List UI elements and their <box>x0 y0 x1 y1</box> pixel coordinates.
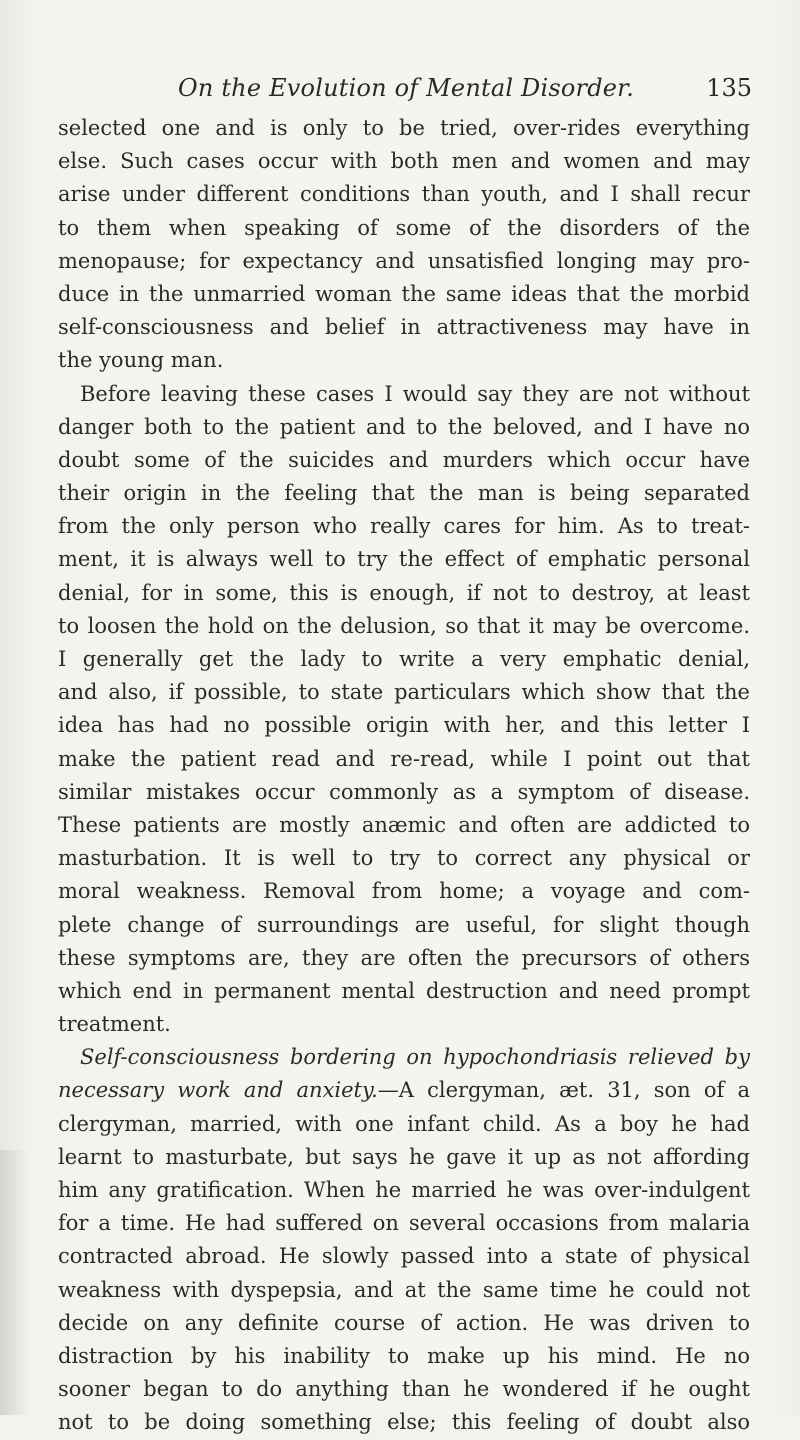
running-head <box>60 74 752 108</box>
text-line: distraction by his inability to make up his mind. He no <box>58 1343 750 1368</box>
text-line: similar mistakes occur commonly as a symptom of disease. <box>58 779 750 804</box>
text-line: ment, it is always well to try the effect of emphatic personal <box>58 547 750 572</box>
case-intro: —A clergyman, æt. 31, son of a <box>377 1078 751 1103</box>
case-heading-line <box>58 1074 750 1107</box>
text-line: make the patient read and re-read, while I point out that <box>58 746 750 771</box>
text-line: sooner began to do anything than he wondered if he ought <box>58 1377 750 1402</box>
case-heading: Self-consciousness bordering on hypochondriasis relieved by <box>80 1045 750 1070</box>
running-title: On the Evolution of Mental Disorder. <box>177 74 635 102</box>
case-heading-end: necessary work and anxiety. <box>58 1078 378 1103</box>
text-line: masturbation. It is well to try to correct any physical or <box>58 846 750 871</box>
binding-shadow <box>0 1150 26 1415</box>
text-line: Before leaving these cases I would say they are not without <box>80 381 750 406</box>
text-line: from the only person who really cares for him. As to treat- <box>58 514 750 539</box>
text-line: doubt some of the suicides and murders which occur have <box>58 447 750 472</box>
text-line: menopause; for expectancy and unsatisfied longing may pro- <box>58 248 750 273</box>
text-line: duce in the unmarried woman the same ideas that the morbid <box>58 281 750 306</box>
text-line: clergyman, married, with one infant child. As a boy he had <box>58 1111 750 1136</box>
body-text <box>58 112 750 1440</box>
text-line: to them when speaking of some of the disorders of the <box>58 215 750 240</box>
text-line: decide on any definite course of action. He was driven to <box>58 1310 750 1335</box>
text-line: weakness with dyspepsia, and at the same time he could not <box>58 1277 750 1302</box>
text-line: for a time. He had suffered on several occasions from malaria <box>58 1211 750 1236</box>
text-line: and also, if possible, to state particulars which show that the <box>58 680 750 705</box>
text-line: idea has had no possible origin with her, and this letter I <box>58 713 750 738</box>
text-line: selected one and is only to be tried, over-rides everything <box>58 116 750 140</box>
text-line: not to be doing something else; this feeling of doubt also <box>58 1410 750 1435</box>
text-line: their origin in the feeling that the man is being separated <box>58 481 750 506</box>
text-line: plete change of surroundings are useful, for slight though <box>58 912 750 937</box>
text-line: These patients are mostly anæmic and often are addicted to <box>58 812 750 837</box>
text-line: self-consciousness and belief in attractiveness may have in <box>58 315 750 340</box>
text-line: else. Such cases occur with both men and women and may <box>58 149 750 174</box>
text-line: to loosen the hold on the delusion, so that it may be overcome. <box>58 613 750 638</box>
page-number: 135 <box>706 74 752 102</box>
text-line: contracted abroad. He slowly passed into a state of physical <box>58 1244 750 1269</box>
text-line: learnt to masturbate, but says he gave it up as not affording <box>58 1144 750 1169</box>
text-line: which end in permanent mental destruction and need prompt <box>58 978 750 1003</box>
text-line: I generally get the lady to write a very emphatic denial, <box>58 647 750 671</box>
text-line: treatment. <box>58 1012 171 1037</box>
text-line: moral weakness. Removal from home; a voyage and com- <box>58 879 750 904</box>
text-line: these symptoms are, they are often the precursors of others <box>58 945 750 970</box>
text-line: danger both to the patient and to the beloved, and I have no <box>58 414 750 439</box>
text-line: arise under different conditions than youth, and I shall recur <box>58 182 750 207</box>
text-line: him any gratification. When he married he was over-indulgent <box>58 1178 750 1202</box>
text-line: the young man. <box>58 348 224 373</box>
text-line: denial, for in some, this is enough, if not to destroy, at least <box>58 580 750 605</box>
